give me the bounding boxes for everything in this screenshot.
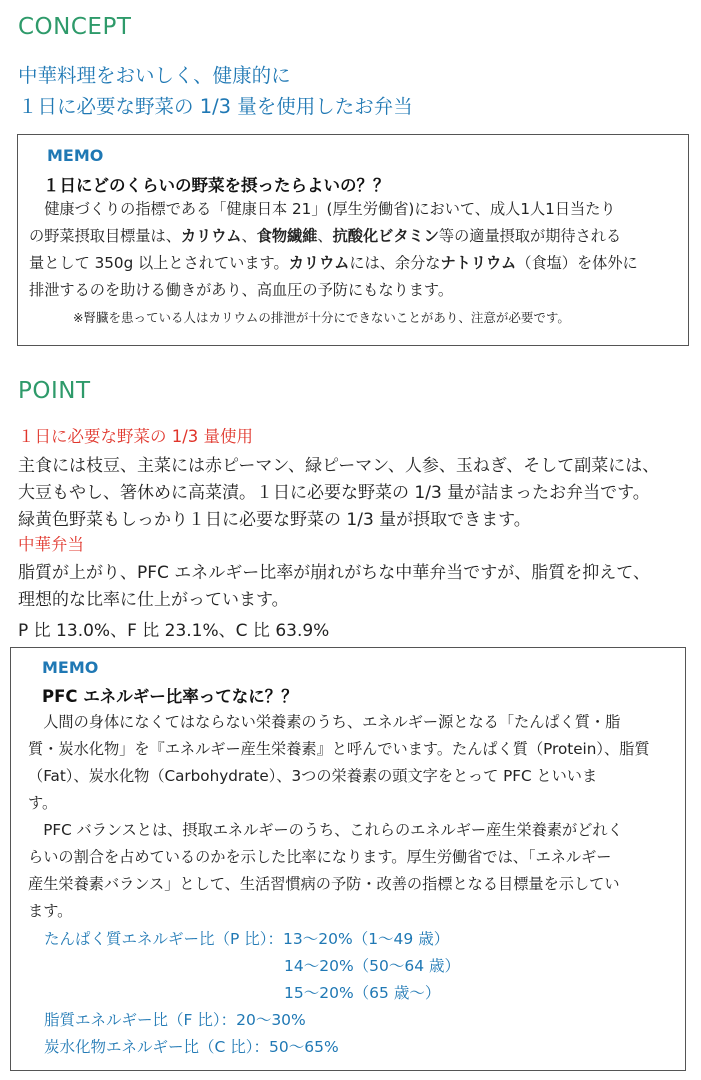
keyword-antioxidant: 抗酸化ビタミン xyxy=(332,227,439,245)
memo-box-pfc xyxy=(10,647,686,1071)
memo-text-line: 排泄するのを助ける働きがあり、高血圧の予防にもなります。 xyxy=(29,281,454,299)
point-heading: POINT xyxy=(18,378,91,404)
memo-text-line: 産生栄養素バランス」として、生活習慣病の予防・改善の指標となる目標量を示してい xyxy=(28,875,620,893)
memo-text-line: 量として 350g 以上とされています。カリウムには、余分なナトリウム（食塩）を体外に xyxy=(29,254,638,272)
keyword-potassium: カリウム xyxy=(288,254,350,272)
memo-question: PFC エネルギー比率ってなに？？ xyxy=(42,687,298,706)
memo-text-line: の野菜摂取目標量は、カリウム、食物繊維、抗酸化ビタミン等の適量摂取が期待される xyxy=(29,227,622,245)
memo-text-line: 健康づくりの指標である「健康日本 21」(厚生労働省)において、成人1人1日当たり xyxy=(29,200,616,218)
memo-label: MEMO xyxy=(42,658,99,677)
memo-text-line: 質・炭水化物」を『エネルギー産生栄養素』と呼んでいます。たんぱく質（Protein）、脂質 xyxy=(28,740,650,758)
point-body-line: 脂質が上がり、PFC エネルギー比率が崩れがちな中華弁当ですが、脂質を抑えて、 xyxy=(18,563,650,583)
pfc-target-carb: 炭水化物エネルギー比（C 比）：50～65% xyxy=(44,1038,339,1056)
pfc-ratio: P 比 13.0%、F 比 23.1%、C 比 63.9% xyxy=(18,621,330,641)
point-subheading-vegetables: １日に必要な野菜の 1/3 量使用 xyxy=(18,427,254,446)
memo-text-line: PFC バランスとは、摂取エネルギーのうち、これらのエネルギー産生栄養素がどれく xyxy=(28,821,623,839)
memo-text-line: 人間の身体になくてはならない栄養素のうち、エネルギー源となる「たんぱく質・脂 xyxy=(28,713,621,731)
memo-box-vegetables xyxy=(17,134,689,346)
pfc-target-protein-50-64: 14～20%（50～64 歳） xyxy=(284,957,461,975)
memo-label: MEMO xyxy=(47,146,104,165)
memo-text-line: す。 xyxy=(28,794,58,812)
point-body-line: 大豆もやし、箸休めに高菜漬。１日に必要な野菜の 1/3 量が詰まったお弁当です。 xyxy=(18,483,650,503)
concept-line-2: １日に必要な野菜の 1/3 量を使用したお弁当 xyxy=(18,95,413,118)
memo-text-line: （Fat）、炭水化物（Carbohydrate）、3つの栄養素の頭文字をとって PFC といいま xyxy=(28,767,598,785)
pfc-target-protein-65plus: 15～20%（65 歳～） xyxy=(284,984,441,1002)
point-body-line: 主食には枝豆、主菜には赤ピーマン、緑ピーマン、人参、玉ねぎ、そして副菜には、 xyxy=(18,456,660,476)
memo-text-line: らいの割合を占めているのかを示した比率になります。厚生労働省では、「エネルギー xyxy=(28,848,612,866)
point-body-line: 緑黄色野菜もしっかり１日に必要な野菜の 1/3 量が摂取できます。 xyxy=(18,510,531,530)
pfc-target-protein: たんぱく質エネルギー比（P 比）：13～20%（1～49 歳） xyxy=(44,930,450,948)
memo-note: ※腎臓を患っている人はカリウムの排泄が十分にできないことがあり、注意が必要です。 xyxy=(73,310,570,325)
concept-heading: CONCEPT xyxy=(18,14,132,40)
memo-question: １日にどのくらいの野菜を摂ったらよいの？？ xyxy=(43,176,390,195)
keyword-potassium: カリウム xyxy=(180,227,242,245)
point-body-line: 理想的な比率に仕上がっています。 xyxy=(18,590,289,610)
memo-text-line: ます。 xyxy=(28,902,73,920)
keyword-fiber: 食物繊維 xyxy=(256,227,318,245)
pfc-target-fat: 脂質エネルギー比（F 比）：20～30% xyxy=(44,1011,306,1029)
point-subheading-chinese-bento: 中華弁当 xyxy=(18,535,84,554)
concept-line-1: 中華料理をおいしく、健康的に xyxy=(18,64,291,87)
keyword-sodium: ナトリウム xyxy=(440,254,517,272)
